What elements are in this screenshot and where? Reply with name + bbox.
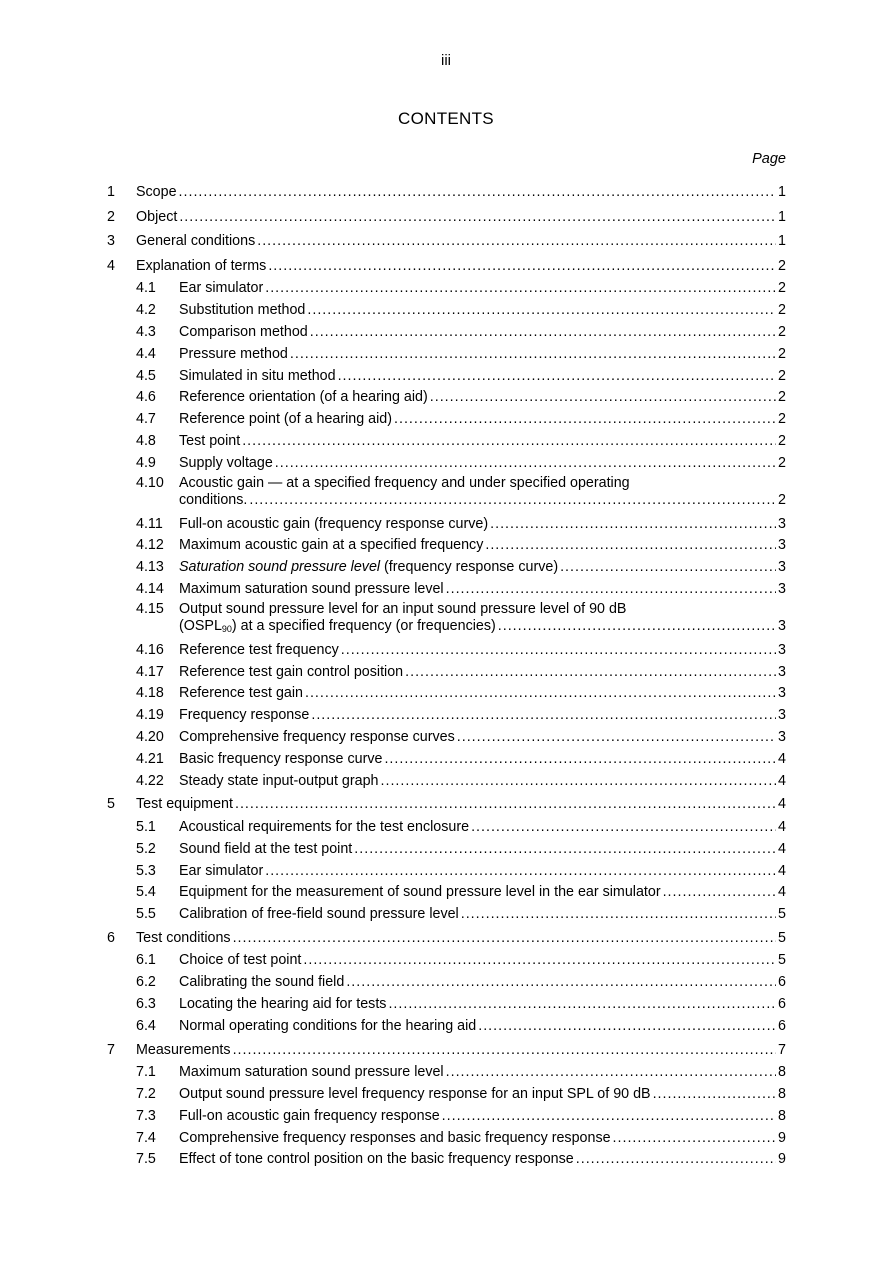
toc-subsection[interactable] — [0, 475, 892, 514]
toc-number: 4.22 — [136, 772, 164, 789]
toc-page-number: 5 — [778, 929, 786, 946]
toc-title: Normal operating conditions for the hearing aid — [179, 1017, 477, 1034]
toc-page-number: 3 — [778, 685, 786, 702]
toc-subsection[interactable] — [0, 431, 892, 453]
toc-entry — [136, 180, 786, 205]
toc-title-italic: Saturation sound pressure level — [179, 559, 381, 576]
toc-leader-dots — [457, 727, 776, 749]
toc-title: Locating the hearing aid for tests — [179, 996, 387, 1013]
toc-leader-dots — [485, 535, 776, 557]
toc-entry — [179, 861, 786, 883]
toc-page-number: 2 — [778, 367, 786, 384]
toc-page-number: 4 — [778, 818, 786, 835]
toc-page-number: 2 — [778, 257, 786, 274]
table-of-contents — [0, 180, 892, 1171]
toc-entry — [179, 771, 786, 793]
toc-number: 1 — [107, 184, 115, 200]
toc-number: 7 — [107, 1041, 115, 1058]
toc-number: 4.17 — [136, 663, 164, 680]
toc-page-number: 2 — [778, 492, 786, 509]
toc-number: 4.20 — [136, 728, 164, 745]
toc-leader-dots — [381, 771, 777, 793]
toc-title: Substitution method — [179, 302, 306, 319]
toc-entry — [179, 322, 786, 344]
toc-leader-dots — [461, 904, 776, 926]
toc-number: 4.19 — [136, 707, 164, 724]
toc-entry — [179, 904, 786, 926]
toc-entry — [179, 278, 786, 300]
toc-entry — [179, 475, 786, 510]
toc-page-number: 9 — [778, 1151, 786, 1168]
toc-title-part: (frequency response curve) — [380, 559, 559, 576]
toc-subsection[interactable] — [0, 409, 892, 431]
toc-number: 6 — [107, 929, 115, 946]
page-title: CONTENTS — [398, 109, 494, 128]
toc-page-number: 3 — [778, 580, 786, 597]
toc-leader-dots — [663, 882, 776, 904]
toc-title — [179, 557, 558, 579]
toc-subsection[interactable] — [0, 861, 892, 883]
toc-page-number: 4 — [778, 862, 786, 879]
toc-leader-dots — [576, 1149, 776, 1171]
toc-title: Test equipment — [136, 796, 233, 813]
toc-page-number: 5 — [778, 906, 786, 923]
toc-title: Reference test gain control position — [179, 663, 404, 680]
toc-page-number: 3 — [778, 559, 786, 576]
toc-page-number: 4 — [778, 840, 786, 857]
toc-leader-dots — [490, 514, 776, 536]
toc-number: 7.1 — [136, 1064, 156, 1081]
toc-number: 6.4 — [136, 1017, 156, 1034]
toc-page-number: 1 — [778, 184, 786, 200]
toc-entry-line — [179, 601, 786, 619]
toc-page-number: 1 — [778, 233, 786, 250]
toc-entry — [179, 535, 786, 557]
toc-entry — [136, 1038, 786, 1063]
toc-subsection[interactable] — [0, 817, 892, 839]
toc-leader-dots — [305, 683, 776, 705]
toc-title: Equipment for the measurement of sound pressure level in the ear simulator — [179, 884, 661, 901]
toc-leader-dots — [446, 1062, 776, 1084]
toc-subsection[interactable] — [0, 344, 892, 366]
toc-title: Full-on acoustic gain (frequency response curve) — [179, 515, 489, 532]
toc-entry — [179, 453, 786, 475]
toc-entry — [179, 1149, 786, 1171]
toc-subsection[interactable] — [0, 387, 892, 409]
toc-section[interactable] — [0, 926, 892, 951]
toc-title: Steady state input-output graph — [179, 772, 379, 789]
toc-number: 4.4 — [136, 345, 156, 362]
toc-leader-dots — [265, 861, 776, 883]
toc-subsection[interactable] — [0, 727, 892, 749]
toc-number: 5.3 — [136, 862, 156, 879]
toc-page-number: 3 — [778, 728, 786, 745]
toc-subsection[interactable] — [0, 904, 892, 926]
toc-leader-dots — [233, 926, 776, 951]
toc-subsection[interactable] — [0, 749, 892, 771]
toc-title: Maximum saturation sound pressure level — [179, 580, 444, 597]
toc-title: Supply voltage — [179, 454, 273, 471]
toc-number: 5.1 — [136, 818, 156, 835]
toc-subsection[interactable] — [0, 882, 892, 904]
toc-leader-dots — [405, 662, 776, 684]
toc-leader-dots — [384, 749, 776, 771]
toc-number: 4.11 — [136, 515, 163, 532]
toc-leader-dots — [471, 817, 776, 839]
toc-page-number: 3 — [778, 618, 786, 635]
toc-page-number: 4 — [778, 796, 786, 813]
toc-leader-dots — [394, 409, 776, 431]
toc-subsection[interactable] — [0, 1084, 892, 1106]
toc-leader-dots — [179, 180, 777, 205]
toc-title-subscript: 90 — [221, 624, 232, 635]
toc-leader-dots — [268, 254, 776, 279]
toc-leader-dots — [242, 431, 776, 453]
toc-title: Acoustical requirements for the test enclosure — [179, 818, 470, 835]
toc-title: Choice of test point — [179, 952, 302, 969]
toc-entry — [179, 705, 786, 727]
toc-number: 5.5 — [136, 906, 156, 923]
toc-page-number: 2 — [778, 411, 786, 428]
toc-title: Test point — [179, 432, 241, 449]
toc-entry — [179, 557, 786, 579]
toc-entry — [136, 205, 786, 230]
toc-entry — [179, 579, 786, 601]
toc-entry — [179, 514, 786, 536]
toc-subsection[interactable] — [0, 278, 892, 300]
toc-subsection[interactable] — [0, 771, 892, 793]
toc-leader-dots — [275, 453, 776, 475]
toc-number: 5 — [107, 796, 115, 813]
toc-entry — [179, 387, 786, 409]
toc-title: Calibration of free-field sound pressure level — [179, 906, 459, 923]
toc-entry — [179, 640, 786, 662]
toc-title: Calibrating the sound field — [179, 974, 345, 991]
toc-entry — [179, 839, 786, 861]
toc-page-number: 8 — [778, 1064, 786, 1081]
toc-leader-dots — [346, 972, 776, 994]
toc-leader-dots — [179, 205, 776, 230]
toc-entry — [179, 409, 786, 431]
toc-page-number: 2 — [778, 432, 786, 449]
toc-entry — [136, 792, 786, 817]
toc-subsection[interactable] — [0, 366, 892, 388]
toc-number: 4.12 — [136, 537, 164, 554]
toc-entry — [179, 300, 786, 322]
toc-page-number: 3 — [778, 641, 786, 658]
toc-entry — [179, 1084, 786, 1106]
toc-leader-dots — [653, 1084, 776, 1106]
toc-title: Object — [136, 208, 178, 225]
toc-page-number: 7 — [778, 1041, 786, 1058]
toc-number: 7.3 — [136, 1107, 156, 1124]
toc-number: 5.2 — [136, 840, 156, 857]
toc-entry — [179, 994, 786, 1016]
toc-page-number: 2 — [778, 454, 786, 471]
toc-title: Basic frequency response curve — [179, 750, 383, 767]
toc-page-number: 3 — [778, 707, 786, 724]
toc-page-number: 9 — [778, 1129, 786, 1146]
toc-subsection[interactable] — [0, 1106, 892, 1128]
toc-entry — [179, 817, 786, 839]
toc-title: Reference test gain — [179, 685, 303, 702]
toc-entry — [179, 1128, 786, 1150]
toc-entry — [179, 662, 786, 684]
toc-title: Comprehensive frequency response curves — [179, 728, 455, 745]
toc-number: 4.7 — [136, 411, 156, 428]
toc-title-part: ) at a specified frequency (or frequencies) — [231, 618, 496, 635]
toc-title-part: (OSPL — [179, 618, 222, 635]
toc-entry — [136, 926, 786, 951]
toc-title: Ear simulator — [179, 280, 264, 297]
toc-title: Comprehensive frequency responses and basic frequency response — [179, 1129, 611, 1146]
toc-title: Output sound pressure level frequency response for an input SPL of 90 dB — [179, 1086, 651, 1103]
toc-title: Full-on acoustic gain frequency response — [179, 1107, 440, 1124]
toc-page-number: 4 — [778, 750, 786, 767]
toc-entry — [179, 1016, 786, 1038]
toc-title: Maximum acoustic gain at a specified frequency — [179, 537, 484, 554]
toc-title: Simulated in situ method — [179, 367, 336, 384]
toc-number: 4.15 — [136, 600, 164, 617]
toc-leader-dots — [249, 492, 776, 510]
toc-title: conditions. — [179, 492, 248, 509]
toc-leader-dots — [613, 1128, 777, 1150]
toc-subsection[interactable] — [0, 300, 892, 322]
toc-page-number: 2 — [778, 302, 786, 319]
toc-number: 5.4 — [136, 884, 156, 901]
toc-entry-line — [179, 492, 786, 510]
toc-number: 4.18 — [136, 685, 164, 702]
toc-entry — [179, 749, 786, 771]
toc-entry-line — [179, 475, 786, 493]
toc-subsection[interactable] — [0, 557, 892, 579]
toc-title: Test conditions — [136, 929, 231, 946]
toc-section[interactable] — [0, 254, 892, 279]
toc-leader-dots — [442, 1106, 776, 1128]
toc-leader-dots — [311, 705, 776, 727]
toc-page-number: 2 — [778, 389, 786, 406]
toc-page-number: 8 — [778, 1086, 786, 1103]
toc-subsection[interactable] — [0, 1149, 892, 1171]
toc-subsection[interactable] — [0, 662, 892, 684]
toc-number: 7.5 — [136, 1151, 156, 1168]
toc-title: Comparison method — [179, 323, 308, 340]
toc-title: General conditions — [136, 233, 256, 250]
toc-section[interactable] — [0, 1038, 892, 1063]
toc-subsection[interactable] — [0, 950, 892, 972]
toc-number: 4.5 — [136, 367, 156, 384]
toc-number: 4 — [107, 257, 115, 274]
toc-entry — [179, 882, 786, 904]
toc-subsection[interactable] — [0, 579, 892, 601]
toc-page-number: 5 — [778, 952, 786, 969]
toc-page-number: 6 — [778, 974, 786, 991]
toc-number: 4.3 — [136, 323, 156, 340]
toc-title: Ear simulator — [179, 862, 264, 879]
toc-page-number: 3 — [778, 515, 786, 532]
toc-title: Reference test frequency — [179, 641, 339, 658]
toc-leader-dots — [257, 229, 776, 254]
toc-subsection[interactable] — [0, 601, 892, 640]
toc-leader-dots — [478, 1016, 776, 1038]
toc-title — [179, 618, 496, 636]
toc-number: 4.1 — [136, 280, 156, 297]
toc-number: 6.1 — [136, 952, 156, 969]
toc-subsection[interactable] — [0, 1128, 892, 1150]
toc-section[interactable] — [0, 180, 892, 205]
toc-number: 3 — [107, 233, 115, 250]
toc-entry — [179, 1062, 786, 1084]
toc-title: Sound field at the test point — [179, 840, 353, 857]
toc-subsection[interactable] — [0, 453, 892, 475]
toc-page-number: 4 — [778, 772, 786, 789]
toc-number: 4.9 — [136, 454, 156, 471]
toc-number: 6.2 — [136, 974, 156, 991]
toc-entry — [179, 972, 786, 994]
toc-entry — [179, 1106, 786, 1128]
toc-leader-dots — [430, 387, 776, 409]
toc-page-number: 2 — [778, 280, 786, 297]
toc-number: 4.10 — [136, 474, 164, 491]
toc-entry — [179, 683, 786, 705]
toc-page-number: 4 — [778, 884, 786, 901]
toc-subsection[interactable] — [0, 683, 892, 705]
toc-entry — [179, 366, 786, 388]
toc-title: Maximum saturation sound pressure level — [179, 1064, 444, 1081]
toc-title: Effect of tone control position on the basic frequency response — [179, 1151, 574, 1168]
toc-leader-dots — [290, 344, 776, 366]
toc-page-number: 2 — [778, 345, 786, 362]
toc-subsection[interactable] — [0, 1016, 892, 1038]
toc-entry — [179, 431, 786, 453]
toc-page-number: 8 — [778, 1107, 786, 1124]
toc-entry — [179, 950, 786, 972]
toc-title: Reference orientation (of a hearing aid) — [179, 389, 428, 406]
toc-page-number: 6 — [778, 996, 786, 1013]
page-number: iii — [441, 52, 451, 69]
toc-title: Reference point (of a hearing aid) — [179, 411, 392, 428]
toc-leader-dots — [303, 950, 776, 972]
toc-number: 4.2 — [136, 302, 156, 319]
toc-leader-dots — [265, 278, 776, 300]
toc-number: 4.6 — [136, 389, 156, 406]
toc-number: 4.13 — [136, 559, 164, 576]
toc-subsection[interactable] — [0, 535, 892, 557]
toc-leader-dots — [310, 322, 776, 344]
toc-leader-dots — [498, 618, 776, 636]
toc-number: 6.3 — [136, 996, 156, 1013]
toc-section[interactable] — [0, 792, 892, 817]
toc-subsection[interactable] — [0, 322, 892, 344]
toc-leader-dots — [560, 557, 776, 579]
toc-leader-dots — [235, 792, 776, 817]
toc-entry — [136, 254, 786, 279]
toc-subsection[interactable] — [0, 972, 892, 994]
toc-title: Scope — [136, 184, 177, 200]
page-column-label: Page — [752, 151, 786, 167]
toc-title: Output sound pressure level for an input sound pressure level of 90 dB — [179, 600, 627, 617]
toc-leader-dots — [307, 300, 776, 322]
toc-title: Explanation of terms — [136, 257, 267, 274]
toc-title: Frequency response — [179, 707, 310, 724]
toc-number: 4.16 — [136, 641, 164, 658]
toc-subsection[interactable] — [0, 514, 892, 536]
toc-leader-dots — [388, 994, 776, 1016]
toc-subsection[interactable] — [0, 1062, 892, 1084]
toc-entry — [179, 601, 786, 636]
toc-subsection[interactable] — [0, 705, 892, 727]
toc-subsection[interactable] — [0, 839, 892, 861]
toc-leader-dots — [354, 839, 776, 861]
toc-subsection[interactable] — [0, 994, 892, 1016]
toc-title: Pressure method — [179, 345, 288, 362]
toc-leader-dots — [446, 579, 776, 601]
toc-page-number: 6 — [778, 1017, 786, 1034]
toc-section[interactable] — [0, 205, 892, 230]
toc-entry-line — [179, 618, 786, 636]
toc-section[interactable] — [0, 229, 892, 254]
toc-entry — [136, 229, 786, 254]
toc-subsection[interactable] — [0, 640, 892, 662]
toc-number: 4.14 — [136, 580, 164, 597]
toc-leader-dots — [233, 1038, 776, 1063]
toc-title: Acoustic gain — at a specified frequency and under specified operating — [179, 474, 630, 491]
toc-page-number: 2 — [778, 323, 786, 340]
toc-leader-dots — [341, 640, 776, 662]
toc-page-number: 1 — [778, 208, 786, 225]
toc-page-number: 3 — [778, 663, 786, 680]
toc-title: Measurements — [136, 1041, 231, 1058]
toc-number: 7.4 — [136, 1129, 156, 1146]
toc-entry — [179, 344, 786, 366]
toc-number: 7.2 — [136, 1086, 156, 1103]
toc-number: 4.21 — [136, 750, 164, 767]
toc-number: 4.8 — [136, 432, 156, 449]
toc-number: 2 — [107, 208, 115, 225]
toc-page-number: 3 — [778, 537, 786, 554]
toc-leader-dots — [338, 366, 776, 388]
toc-entry — [179, 727, 786, 749]
